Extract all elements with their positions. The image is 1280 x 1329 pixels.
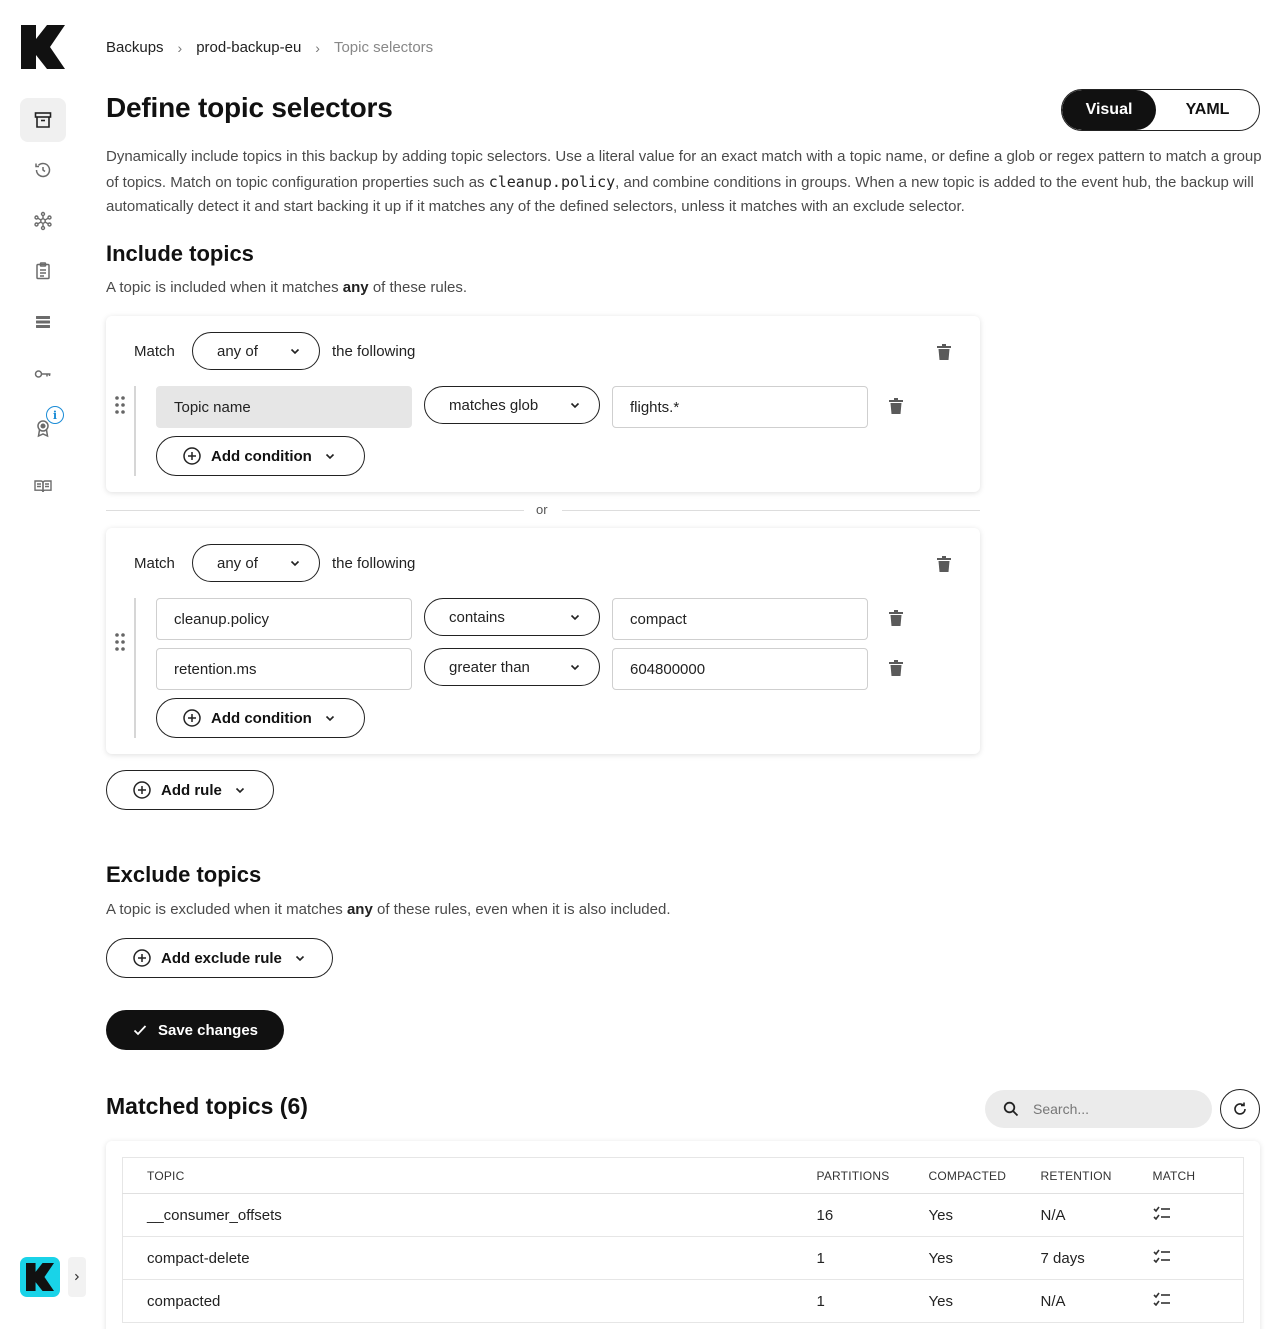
exclude-title: Exclude topics <box>106 862 262 887</box>
add-condition-button[interactable]: Add condition <box>156 436 365 476</box>
refresh-button[interactable] <box>1220 1089 1260 1129</box>
condition-value-input[interactable]: compact <box>612 598 868 640</box>
chevron-right-icon <box>73 1273 81 1281</box>
condition-field-input[interactable]: retention.ms <box>156 648 412 690</box>
page-title: Define topic selectors <box>106 92 393 123</box>
nav-docs[interactable] <box>20 464 66 508</box>
delete-rule-icon[interactable] <box>937 344 951 360</box>
delete-condition-icon[interactable] <box>889 610 903 626</box>
clipboard-icon <box>33 261 53 281</box>
plus-circle-icon <box>133 949 151 967</box>
key-icon <box>33 364 53 384</box>
chevron-down-icon <box>289 345 301 357</box>
chevron-right-icon: › <box>177 39 183 56</box>
column-header-retention[interactable]: RETENTION <box>1041 1158 1153 1194</box>
cell-topic: __consumer_offsets <box>123 1194 817 1237</box>
chevron-down-icon <box>324 450 336 462</box>
chevron-down-icon <box>569 399 581 411</box>
include-title: Include topics <box>106 241 254 266</box>
condition-value-input[interactable]: 604800000 <box>612 648 868 690</box>
expand-sidebar-button[interactable] <box>68 1257 86 1297</box>
chevron-down-icon <box>569 661 581 673</box>
chevron-down-icon <box>289 557 301 569</box>
workspace-avatar[interactable] <box>20 1257 60 1297</box>
archive-icon <box>33 110 53 130</box>
cell-topic: compact-delete <box>123 1237 817 1280</box>
drag-handle-icon[interactable] <box>115 633 125 651</box>
chevron-down-icon <box>324 712 336 724</box>
table-row[interactable] <box>123 1280 1244 1323</box>
nav-history[interactable] <box>20 148 66 192</box>
or-divider: or <box>106 500 980 520</box>
chevron-right-icon: › <box>315 39 320 56</box>
book-icon <box>33 476 53 496</box>
chevron-down-icon <box>569 611 581 623</box>
plus-circle-icon <box>183 709 201 727</box>
chevron-down-icon <box>234 784 246 796</box>
match-checklist-icon[interactable] <box>1153 1292 1171 1306</box>
nav-servers[interactable] <box>20 300 66 344</box>
matched-topics-table <box>122 1157 1244 1323</box>
include-subtitle: A topic is included when it matches any of these rules. <box>106 279 468 296</box>
cell-partitions: 16 <box>817 1194 929 1237</box>
view-toggle <box>1061 89 1260 131</box>
column-header-compacted[interactable]: COMPACTED <box>929 1158 1041 1194</box>
condition-field-select[interactable]: Topic name <box>156 386 412 428</box>
column-header-topic[interactable]: TOPIC <box>123 1158 817 1194</box>
add-exclude-rule-button[interactable]: Add exclude rule <box>106 938 333 978</box>
condition-field-input[interactable]: cleanup.policy <box>156 598 412 640</box>
nav-reports[interactable] <box>20 249 66 293</box>
matched-topics-panel <box>106 1141 1260 1329</box>
breadcrumb-backups[interactable]: Backups <box>106 39 164 56</box>
column-header-partitions[interactable]: PARTITIONS <box>817 1158 929 1194</box>
intro-code: cleanup.policy <box>488 172 616 191</box>
nav-keys[interactable] <box>20 352 66 396</box>
match-checklist-icon[interactable] <box>1153 1249 1171 1263</box>
condition-operator-select[interactable]: matches glob <box>424 386 600 424</box>
match-checklist-icon[interactable] <box>1153 1206 1171 1220</box>
cell-topic: compacted <box>123 1280 817 1323</box>
save-changes-button[interactable]: Save changes <box>106 1010 284 1050</box>
table-header-row <box>123 1158 1244 1194</box>
sidebar <box>0 0 86 1329</box>
cell-retention: N/A <box>1041 1280 1153 1323</box>
history-icon <box>33 160 53 180</box>
cell-compacted: Yes <box>929 1237 1041 1280</box>
nav-topology[interactable] <box>20 199 66 243</box>
cell-retention: 7 days <box>1041 1237 1153 1280</box>
cell-compacted: Yes <box>929 1194 1041 1237</box>
table-row[interactable] <box>123 1237 1244 1280</box>
check-icon <box>132 1022 148 1038</box>
cell-match <box>1153 1237 1244 1280</box>
drag-handle-icon[interactable] <box>115 396 125 414</box>
plus-circle-icon <box>133 781 151 799</box>
server-icon <box>33 312 53 332</box>
following-label: the following <box>332 555 416 572</box>
breadcrumb <box>106 39 433 56</box>
plus-circle-icon <box>183 447 201 465</box>
match-mode-select[interactable]: any of <box>192 544 320 582</box>
brand-logo[interactable] <box>21 25 65 69</box>
yaml-toggle-option[interactable]: YAML <box>1185 101 1230 118</box>
search-box[interactable] <box>985 1090 1212 1128</box>
match-mode-select[interactable]: any of <box>192 332 320 370</box>
nav-backups[interactable] <box>20 98 66 142</box>
intro-text: Dynamically include topics in this backup by adding topic selectors. Use a literal value for an exact match with a topic name, or define a glob or regex pattern to match a group of topics. Match on topic configuration properties such as cleanup.policy, and combine conditions in groups. When a new topic is added to the event hub, the backup will automatically detect it and start backing it up if it matches any of the defined selectors, unless it matches with an exclude selector. <box>106 148 1262 215</box>
search-input[interactable]: Search... <box>1033 1101 1090 1117</box>
cell-match <box>1153 1280 1244 1323</box>
match-label: Match <box>134 555 175 572</box>
breadcrumb-backup[interactable]: prod-backup-eu <box>196 39 302 56</box>
add-condition-button[interactable]: Add condition <box>156 698 365 738</box>
breadcrumb-current: Topic selectors <box>333 39 434 56</box>
chevron-down-icon <box>294 952 306 964</box>
group-line <box>134 386 136 476</box>
delete-rule-icon[interactable] <box>937 556 951 572</box>
table-row[interactable] <box>123 1194 1244 1237</box>
info-icon: i <box>46 406 64 424</box>
network-icon <box>33 211 53 231</box>
match-label: Match <box>134 343 175 360</box>
delete-condition-icon[interactable] <box>889 398 903 414</box>
delete-condition-icon[interactable] <box>889 660 903 676</box>
search-icon <box>1003 1101 1019 1117</box>
cell-compacted: Yes <box>929 1280 1041 1323</box>
condition-operator-select[interactable]: contains <box>424 598 600 636</box>
following-label: the following <box>332 343 416 360</box>
cell-partitions: 1 <box>817 1280 929 1323</box>
condition-value-input[interactable]: flights.* <box>612 386 868 428</box>
column-header-match[interactable]: MATCH <box>1153 1158 1244 1194</box>
cell-partitions: 1 <box>817 1237 929 1280</box>
condition-operator-select[interactable]: greater than <box>424 648 600 686</box>
refresh-icon <box>1232 1101 1248 1117</box>
matched-title: Matched topics (6) <box>106 1093 308 1119</box>
cell-match <box>1153 1194 1244 1237</box>
visual-toggle-option[interactable]: Visual <box>1062 90 1156 130</box>
nav-licensing[interactable] <box>20 406 66 450</box>
group-line <box>134 598 136 738</box>
include-rule-1 <box>106 316 980 492</box>
include-rule-2 <box>106 528 980 754</box>
cell-retention: N/A <box>1041 1194 1153 1237</box>
brand-logo-small <box>26 1263 54 1291</box>
exclude-subtitle: A topic is excluded when it matches any of these rules, even when it is also included. <box>106 901 671 918</box>
add-rule-button[interactable]: Add rule <box>106 770 274 810</box>
